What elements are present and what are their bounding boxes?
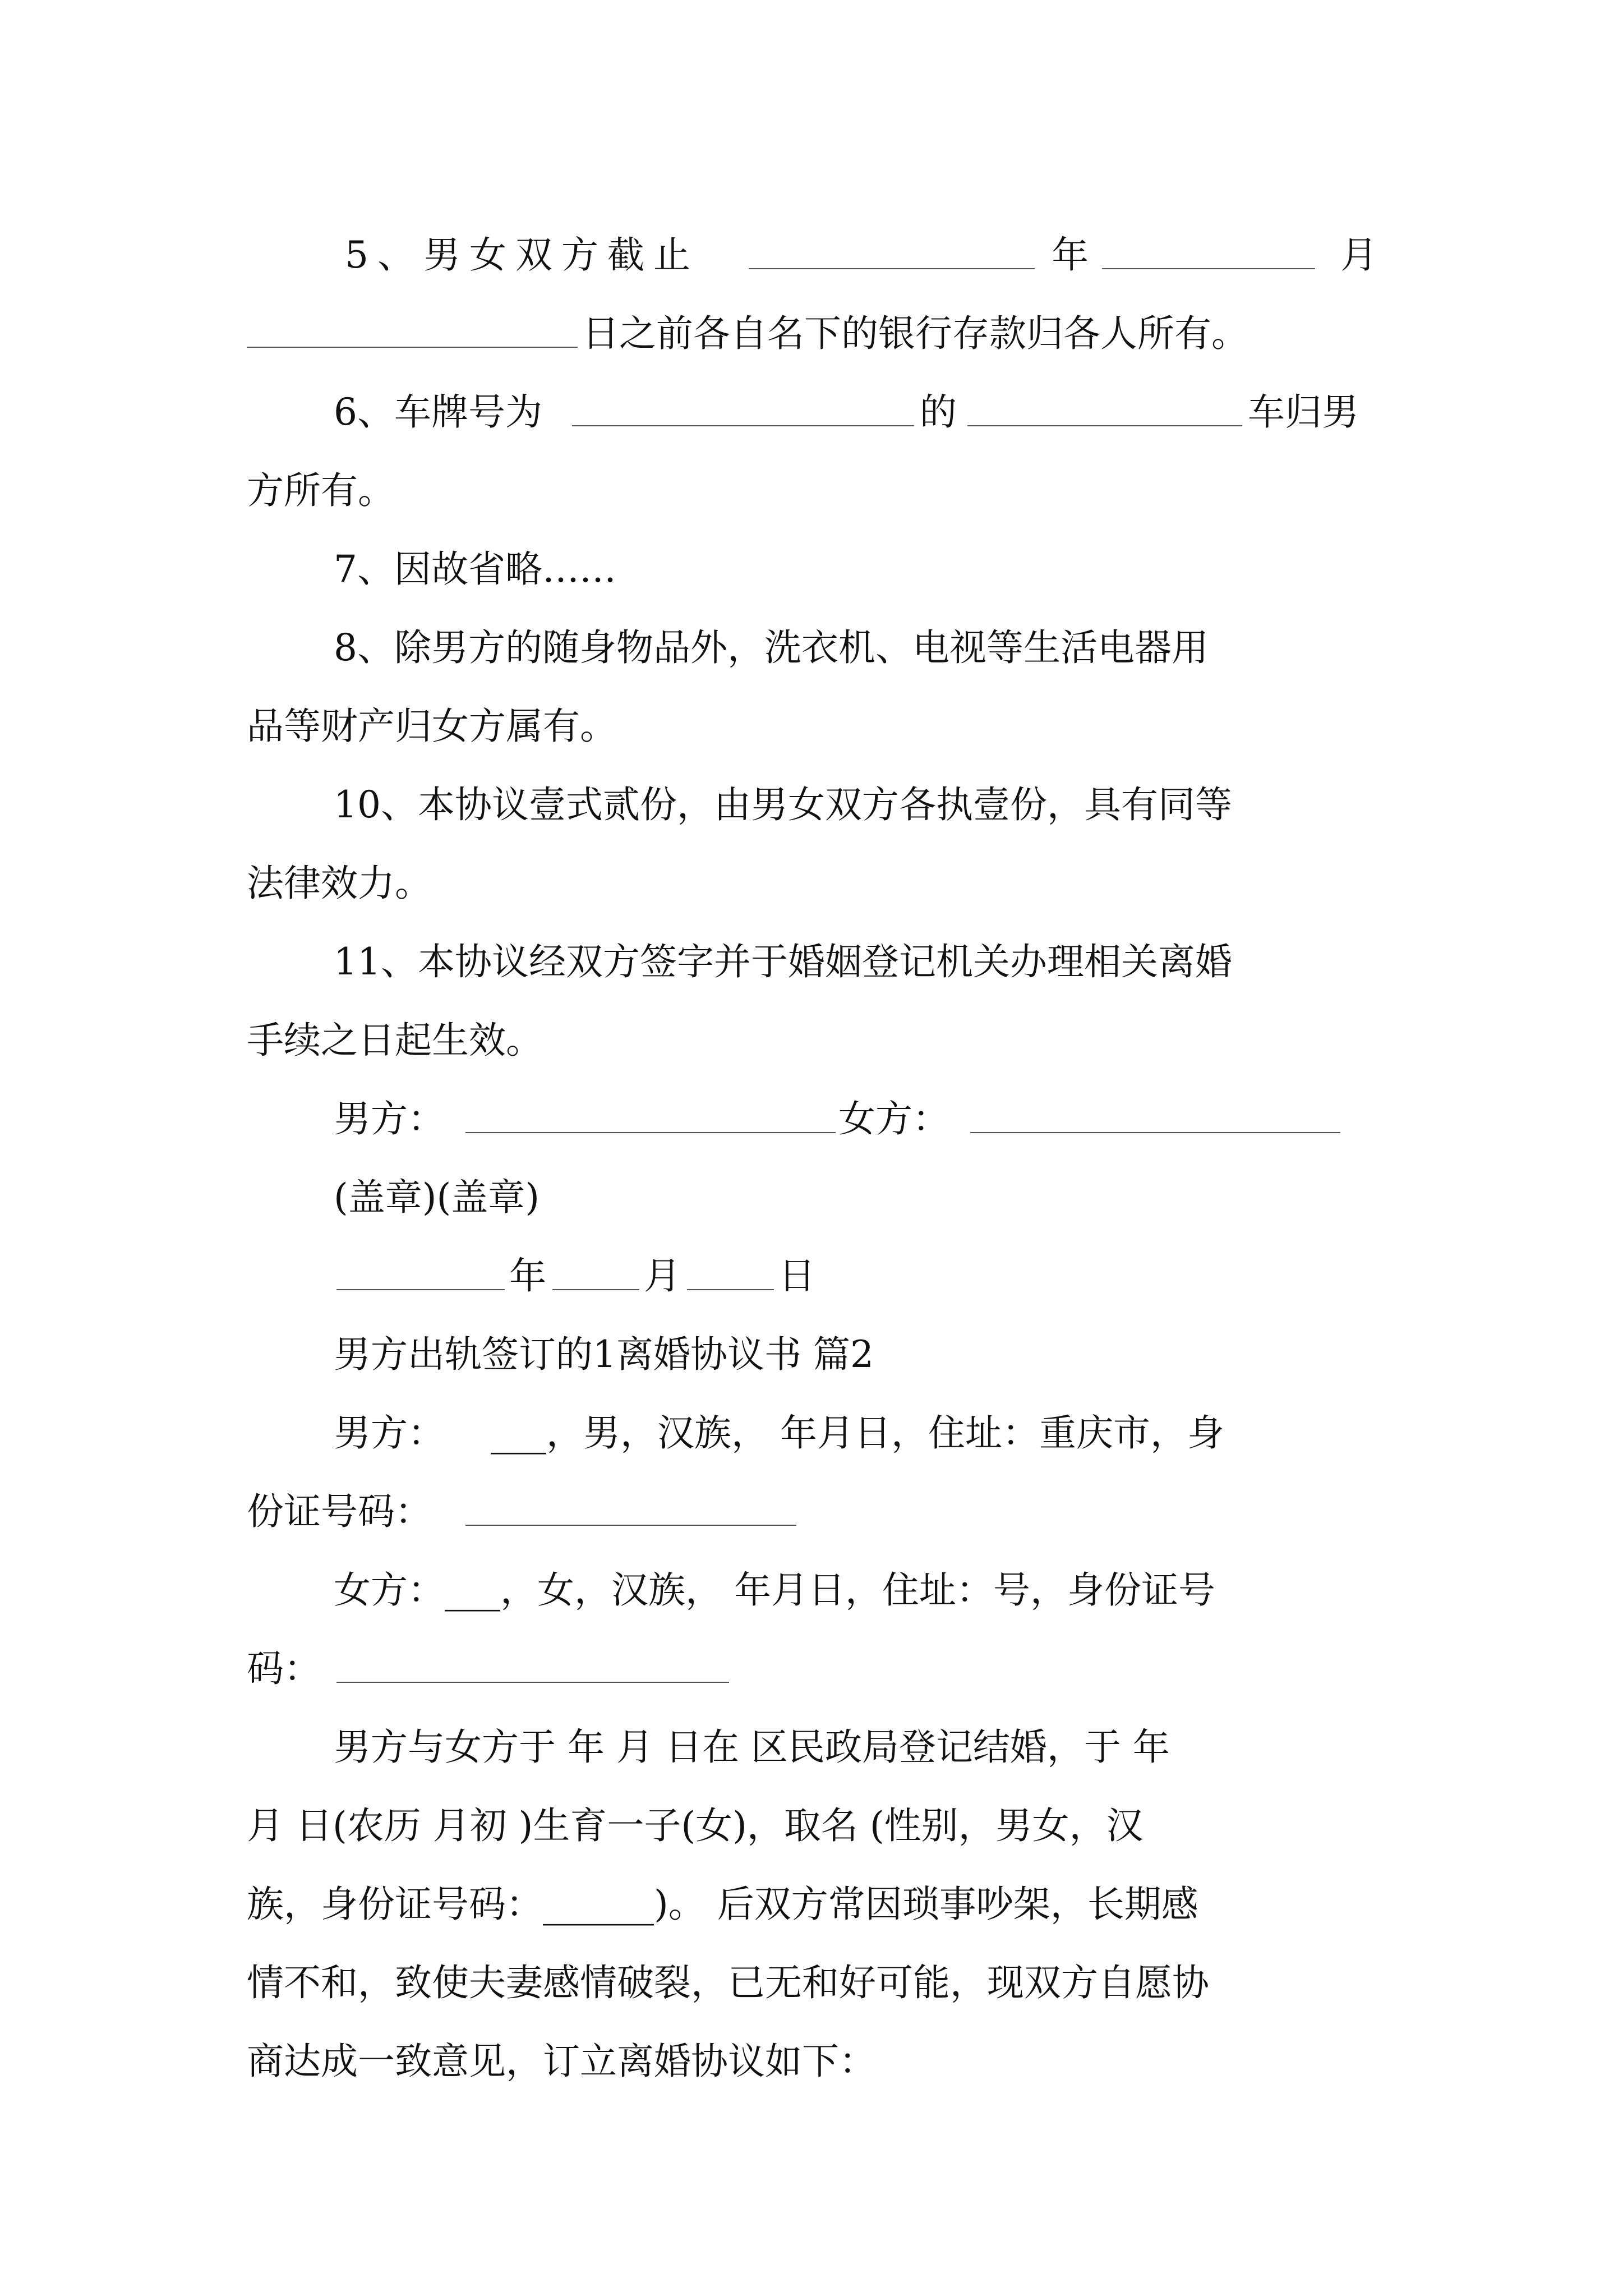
clause-5-line-1: [0, 202, 1623, 286]
clause-11-line-2: [0, 987, 1623, 1071]
clause-7: [0, 516, 1623, 600]
clause-10-text: 10、本协议壹式贰份，由男女双方各执壹份，具有同等: [334, 783, 1232, 826]
clause-5-line-2: [0, 280, 1623, 365]
date-year: 年: [509, 1254, 546, 1297]
section-heading: [0, 1301, 1623, 1386]
section-heading-text: 男方出轨签订的1离婚协议书 篇2: [334, 1333, 874, 1376]
body-text-2: 月 日(农历 月初 )生育一子(女)，取名 (性别，男女，汉: [247, 1804, 1144, 1847]
clause-6-text: 6、车牌号为: [334, 390, 542, 434]
clause-6-line-2: [0, 438, 1623, 522]
clause-11-cont: 手续之日起生效。: [247, 1019, 543, 1062]
clause-7-text: 7、因故省略……: [334, 547, 616, 591]
male-info-label: 男方：: [334, 1411, 445, 1455]
body-line-3: [0, 1851, 1623, 1935]
female-info-line-2: [0, 1616, 1623, 1700]
clause-5-year: 年: [1052, 233, 1089, 277]
month-blank: [1102, 268, 1315, 269]
clause-6-de: 的: [920, 390, 957, 434]
male-info-text: ___，男，汉族， 年月日，住址：重庆市，身: [491, 1411, 1224, 1455]
male-info-line-1: [0, 1380, 1623, 1464]
clause-10-line-2: [0, 830, 1623, 914]
body-text-5: 商达成一致意见，订立离婚协议如下：: [247, 2040, 876, 2083]
clause-8-text: 8、除男方的随身物品外，洗衣机、电视等生活电器用: [334, 626, 1209, 669]
clause-5-rest: 日之前各自名下的银行存款归各人所有。: [582, 312, 1248, 355]
body-text-4: 情不和，致使夫妻感情破裂，已无和好可能，现双方自愿协: [247, 1961, 1209, 2004]
body-text-3: 族，身份证号码：______)。 后双方常因琐事吵架，长期感: [247, 1883, 1198, 1926]
clause-6-cont: 方所有。: [247, 469, 395, 512]
date-month-blank: [552, 1289, 639, 1290]
seal-line: [0, 1144, 1623, 1228]
male-info-line-2: [0, 1458, 1623, 1543]
clause-5-month: 月: [1340, 233, 1377, 277]
clause-8-line-2: [0, 673, 1623, 757]
body-text-1: 男方与女方于 年 月 日在 区民政局登记结婚，于 年: [334, 1726, 1170, 1769]
clause-6-line-1: [0, 359, 1623, 443]
clause-8-line-1: [0, 595, 1623, 679]
female-sign-label: 女方：: [838, 1097, 949, 1140]
plate-blank: [572, 425, 914, 426]
male-sign-label: 男方：: [334, 1097, 445, 1140]
date-month: 月: [644, 1254, 681, 1297]
male-id-label: 份证号码：: [247, 1490, 432, 1533]
male-sign-blank: [465, 1132, 836, 1133]
body-line-2: [0, 1773, 1623, 1857]
female-sign-blank: [970, 1132, 1340, 1133]
body-line-5: [0, 2008, 1623, 2092]
female-info-text: 女方：___，女，汉族， 年月日，住址：号，身份证号: [334, 1568, 1215, 1612]
year-blank: [749, 268, 1035, 269]
body-line-4: [0, 1930, 1623, 2014]
female-info-line-1: [0, 1537, 1623, 1621]
body-line-1: [0, 1694, 1623, 1778]
clause-5-text: 5、男女双方截止: [345, 233, 699, 277]
clause-10-cont: 法律效力。: [247, 862, 432, 905]
clause-6-tail: 车归男: [1248, 390, 1359, 434]
date-day-blank: [687, 1289, 774, 1290]
clause-8-cont: 品等财产归女方属有。: [247, 705, 617, 748]
date-day: 日: [778, 1254, 815, 1297]
vehicle-blank: [967, 425, 1242, 426]
seal-text: (盖章)(盖章): [334, 1176, 540, 1219]
clause-11-text: 11、本协议经双方签字并于婚姻登记机关办理相关离婚: [334, 940, 1232, 983]
signature-line: [0, 1066, 1623, 1150]
date-line: [0, 1223, 1623, 1307]
female-id-label: 码：: [247, 1647, 321, 1690]
male-id-blank: [465, 1525, 796, 1526]
clause-11-line-1: [0, 909, 1623, 993]
day-blank: [247, 347, 578, 348]
clause-10-line-1: [0, 752, 1623, 836]
date-year-blank: [336, 1289, 505, 1290]
female-id-blank: [336, 1682, 729, 1683]
